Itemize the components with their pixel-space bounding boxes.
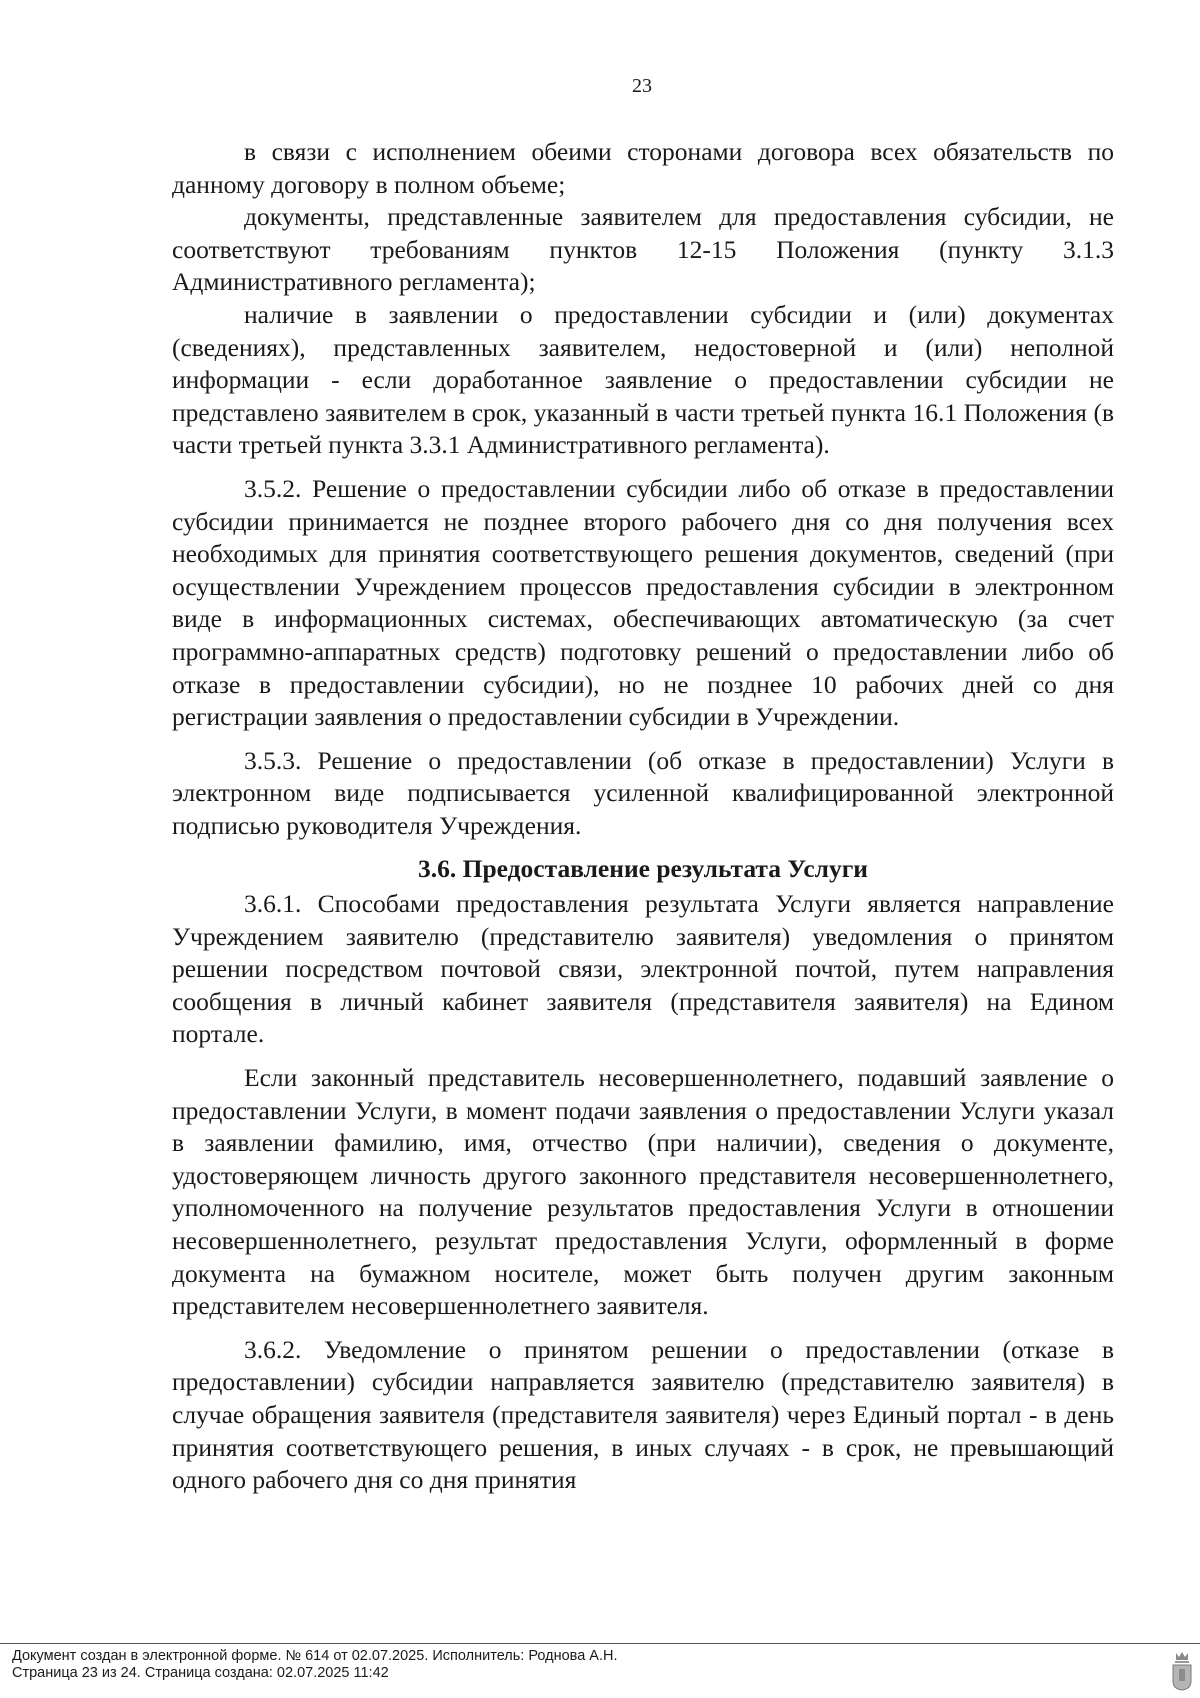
section-heading: 3.6. Предоставление результата Услуги [418,854,868,884]
paragraph-3-6-2: 3.6.2. Уведомление о принятом решении о предоставлении (отказе в предоставлении) субсидии направляется заявителю (представителю заявителя) в случае обращения заявителя (представителя заявителя) через Единый портал - в день принятия соответствующего решения, в иных случаях - в срок, не превышающий одного рабочего дня со дня принятия [172,1334,1114,1495]
footer-page-info: Страница 23 из 24. Страница создана: 02.07.2025 11:42 [12,1664,389,1681]
paragraph-3-5-3: 3.5.3. Решение о предоставлении (об отказе в предоставлении) Услуги в электронном виде подписывается усиленной квалифицированной электронной подписью руководителя Учреждения. [172,745,1114,840]
paragraph: документы, представленные заявителем для предоставления субсидии, не соответствуют требованиям пунктов 12-15 Положения (пункту 3.1.3 Административного регламента); [172,202,1114,297]
paragraph: наличие в заявлении о предоставлении субсидии и (или) документах (сведениях), представленных заявителем, недостоверной и (или) неполной информации - если доработанное заявление о предоставлении субсидии не представлено заявителем в срок, указанный в части третьей пункта 16.1 Положения (в части третьей пункта 3.3.1 Административного регламента). [172,299,1114,460]
footer-document-info: Документ создан в электронной форме. № 614 от 02.07.2025. Исполнитель: Роднова А.Н. [12,1648,618,1664]
paragraph: в связи с исполнением обеими сторонами договора всех обязательств по данному договору в полном объеме; [172,137,1114,199]
footer-divider [0,1643,1200,1644]
paragraph: Если законный представитель несовершеннолетнего, подавший заявление о предоставлении Услуги, в момент подачи заявления о предоставлении Услуги указал в заявлении фамилию, имя, отчество (при наличии), сведения о документе, удостоверяющем личность другого законного представителя несовершеннолетнего, уполномоченного на получение результатов предоставления Услуги в отношении несовершеннолетнего, результат предоставления Услуги, оформленный в форме документа на бумажном носителе, может быть получен другим законным представителем несовершеннолетнего заявителя. [172,1063,1114,1321]
document-footer [12,1648,618,1681]
coat-of-arms-icon [1170,1651,1194,1691]
paragraph-3-6-1: 3.6.1. Способами предоставления результата Услуги является направление Учреждением заявителю (представителю заявителя) уведомления о принятом решении посредством почтовой связи, электронной почтой, путем направления сообщения в личный кабинет заявителя (представителя заявителя) на Едином портале. [172,889,1114,1049]
page-number: 23 [632,75,652,97]
document-body [172,136,1114,1497]
paragraph-3-5-2: 3.5.2. Решение о предоставлении субсидии либо об отказе в предоставлении субсидии принимается не позднее второго рабочего дня со дня получения всех необходимых для принятия соответствующего решения документов, сведений (при осуществлении Учреждением процессов предоставления субсидии в электронном виде в информационных системах, обеспечивающих автоматическую (за счет программно-аппаратных средств) подготовку решений о предоставлении либо об отказе в предоставлении субсидии), но не позднее 10 рабочих дней со дня регистрации заявления о предоставлении субсидии в Учреждении. [172,473,1114,732]
